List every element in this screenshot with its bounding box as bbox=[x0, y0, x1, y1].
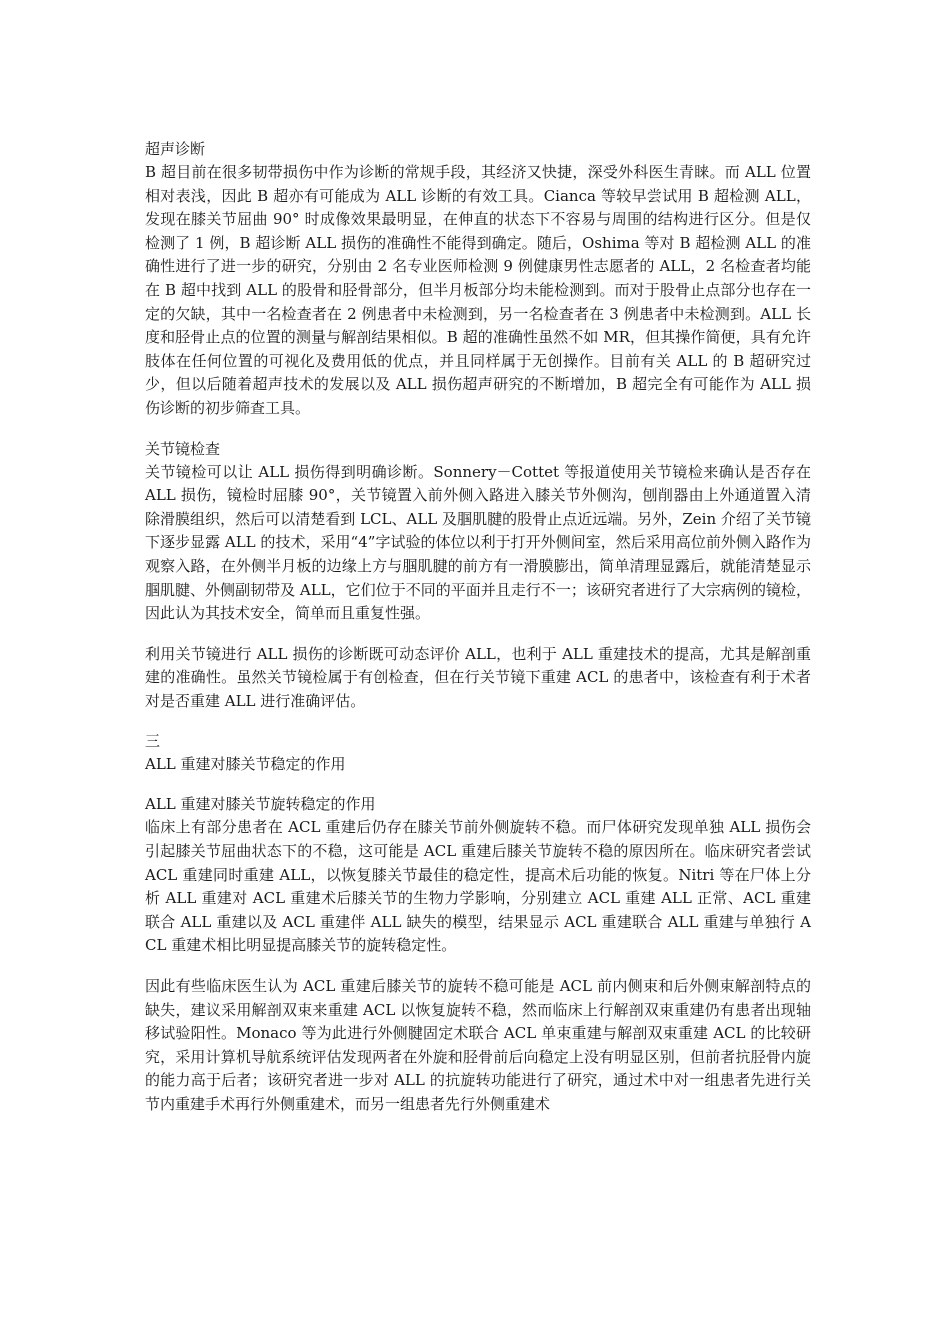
spacer bbox=[145, 958, 811, 975]
section-heading-ultrasound: 超声诊断 bbox=[145, 140, 206, 158]
spacer bbox=[145, 713, 811, 730]
part-number: 三 bbox=[145, 732, 161, 751]
paragraph-ultrasound: B 超目前在很多韧带损伤中作为诊断的常规手段，其经济又快捷，深受外科医生青睐。而 ALL 位置相对表浅，因此 B 超亦有可能成为 ALL 诊断的有效工具。Cianca 等较早尝试用 B 超检测 ALL，发现在膝关节屈曲 90° 时成像效果最明显，在伸直的状态下不容易与周围的结构进行区分。但是仅检测了 1 例，B 超诊断 ALL 损伤的准确性不能得到确定。随后，Oshima 等对 B 超检测 ALL 的准确性进行了进一步的研究，分别由 2 名专业医师检测 9 例健康男性志愿者的 ALL，2 名检查者均能在 B 超中找到 ALL 的股骨和胫骨部分，但半月板部分均未能检测到。而对于股骨止点部分也存在一定的欠缺，其中一名检查者在 2 例患者中未检测到，另一名检查者在 3 例患者中未检测到。ALL 长度和胫骨止点的位置的测量与解剖结果相似。B 超的准确性虽然不如 MR，但其操作简便，具有允许肢体在任何位置的可视化及费用低的优点，并且同样属于无创操作。目前有关 ALL 的 B 超研究过少，但以后随着超声技术的发展以及 ALL 损伤超声研究的不断增加，B 超完全有可能作为 ALL 损伤诊断的初步筛查工具。 bbox=[145, 163, 811, 417]
section-heading-rotation: ALL 重建对膝关节旋转稳定的作用 bbox=[145, 795, 376, 814]
paragraph-rotation: 临床上有部分患者在 ACL 重建后仍存在膝关节前外侧旋转不稳。而尸体研究发现单独 ALL 损伤会引起膝关节屈曲状态下的不稳，这可能是 ACL 重建后膝关节旋转不稳的原因所在。临床研究者尝试 ACL 重建同时重建 ALL，以恢复膝关节最佳的稳定性，提高术后功能的恢复。Nitri 等在尸体上分析 ALL 重建对 ACL 重建术后膝关节的生物力学影响，分别建立 ACL 重建 ALL 正常、ACL 重建联合 ALL 重建以及 ACL 重建伴 ALL 缺失的模型，结果显示 ACL 重建联合 ALL 重建与单独行 ACL 重建术相比明显提高膝关节的旋转稳定性。 bbox=[145, 818, 811, 955]
part-heading: ALL 重建对膝关节稳定的作用 bbox=[145, 755, 346, 774]
paragraph-rotation-2: 因此有些临床医生认为 ACL 重建后膝关节的旋转不稳可能是 ACL 前内侧束和后外侧束解剖特点的缺失，建议采用解剖双束来重建 ACL 以恢复旋转不稳，然而临床上行解剖双束重建仍有患者出现轴移试验阳性。Monaco 等为此进行外侧腱固定术联合 ACL 单束重建与解剖双束重建 ACL 的比较研究，采用计算机导航系统评估发现两者在外旋和胫骨前后向稳定上没有明显区别，但前者抗胫骨内旋的能力高于后者；该研究者进一步对 ALL 的抗旋转功能进行了研究，通过术中对一组患者先进行关节内重建手术再行外侧重建术，而另一组患者先行外侧重建术 bbox=[145, 977, 811, 1113]
section-heading-arthroscopy: 关节镜检查 bbox=[145, 439, 221, 458]
paragraph-arthroscopy-2: 利用关节镜进行 ALL 损伤的诊断既可动态评价 ALL，也利于 ALL 重建技术的提高，尤其是解剖重建的准确性。虽然关节镜检属于有创检查，但在行关节镜下重建 ACL 的患者中，该检查有利于术者对是否重建 ALL 进行准确评估。 bbox=[145, 644, 811, 710]
paragraph-arthroscopy: 关节镜检可以让 ALL 损伤得到明确诊断。Sonnery－Cottet 等报道使用关节镜检来确认是否存在 ALL 损伤，镜检时屈膝 90°，关节镜置入前外侧入路进入膝关节外侧沟，刨削器由上外通道置入清除滑膜组织，然后可以清楚看到 LCL、ALL 及腘肌腱的股骨止点近远端。另外，Zein 介绍了关节镜下逐步显露 ALL 的技术，采用“4”字试验的体位以利于打开外侧间室，然后采用高位前外侧入路作为观察入路，在外侧半月板的边缘上方与腘肌腱的前方有一滑膜膨出，简单清理显露后，就能清楚显示腘肌腱、外侧副韧带及 ALL，它们位于不同的平面并且走行不一；该研究者进行了大宗病例的镜检，因此认为其技术安全，简单而且重复性强。 bbox=[145, 462, 811, 623]
spacer bbox=[145, 626, 811, 643]
spacer bbox=[145, 421, 811, 438]
document-page bbox=[145, 138, 811, 1117]
spacer bbox=[145, 776, 811, 793]
